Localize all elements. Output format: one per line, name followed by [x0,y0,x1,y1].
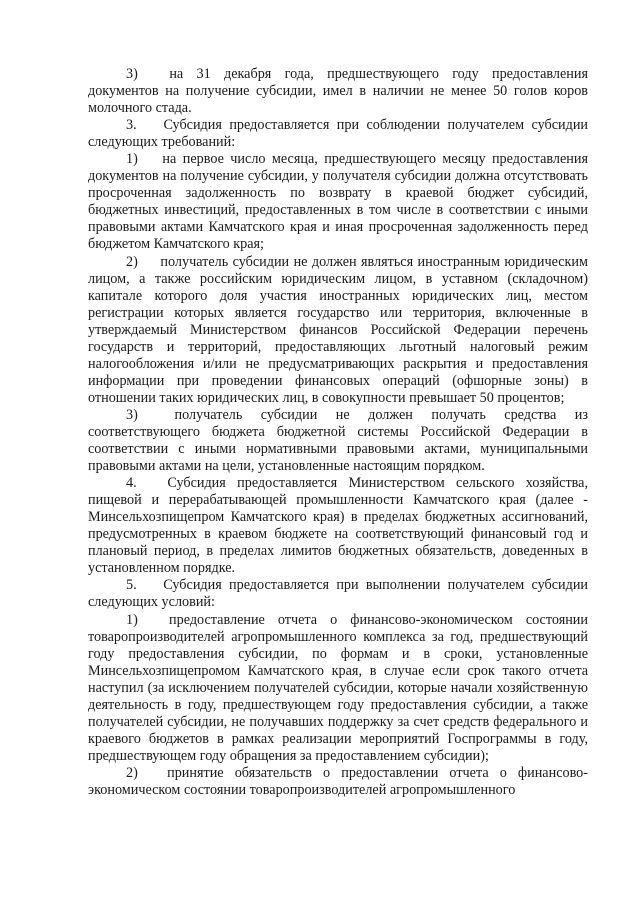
paragraph-5 [88,407,588,475]
paragraph-6 [88,475,588,577]
document-page [88,66,588,799]
paragraph-7 [88,577,588,611]
paragraph-9 [88,765,588,799]
item-number: 5. [126,577,137,594]
paragraph-text: получатель субсидии не должен получать средства из соответствующего бюджета бюджетной системы Российской Федерации в соответствии с иными нормативными правовыми актами, муниципальными правовыми актами на цели, установленные настоящим порядком. [88,406,589,475]
paragraph-text: на 31 декабря года, предшествующего году предоставления документов на получение субсидии, имел в наличии не менее 50 голов коров молочного стада. [88,66,589,117]
paragraph-1 [88,66,588,117]
item-number: 4. [126,475,137,492]
paragraph-text: Субсидия предоставляется при выполнении получателем субсидии следующих условий: [88,577,589,611]
paragraph-text: Субсидия предоставляется Министерством сельского хозяйства, пищевой и перерабатывающей промышленности Камчатского края (далее - Минсельхозпищепром Камчатского края) в пределах бюджетных ассигнований, предусмотренных в краевом бюджете на соответствующий финансовый год и плановый период, в пределах лимитов бюджетных обязательств, доведенных в установленном порядке. [88,475,589,577]
item-number: 3) [126,66,138,82]
paragraph-text: принятие обязательств о предоставлении отчета о финансово-экономическом состоянии товаропроизводителей агропромышленного [88,764,589,798]
paragraph-text: получатель субсидии не должен являться иностранным юридическим лицом, а также российским юридическим лицом, в уставном (складочном) капитале которого доля участия иностранных юридических лиц, местом регистрации которых является государство или территория, включенные в утверждаемый Министерством финансов Российской Федерации перечень государств и территорий, предоставляющих льготный налоговый режим налогообложения и/или не предусматривающих раскрытия и предоставления информации при проведении финансовых операций (офшорные зоны) в отношении таких юридических лиц, в совокупности превышает 50 процентов; [88,253,588,406]
paragraph-3 [88,151,588,253]
paragraph-8 [88,612,588,765]
item-number: 1) [126,151,138,168]
paragraph-4 [88,254,588,407]
paragraph-2 [88,117,588,151]
paragraph-text: предоставление отчета о финансово-экономическом состоянии товаропроизводителей агропромышленного комплекса за год, предшествующий году предоставления субсидии, по формам и в сроки, установленные Минсельхозпищепромом Камчатского края, в случае если срок такого отчета наступил (за исключением получателей субсидии, которые начали хозяйственную деятельность в году, предшествующем году предоставления субсидии, а также получателей субсидии, не получавших поддержку за счет средств федерального и краевого бюджетов в рамках реализации мероприятий Госпрограммы в году, предшествующем году обращения за предоставлением субсидии); [88,611,588,764]
item-number: 2) [126,764,138,781]
paragraph-text: на первое число месяца, предшествующего месяцу предоставления документов на получение субсидии, у получателя субсидии должна отсутствовать просроченная задолженность по возврату в краевой бюджет субсидий, бюджетных инвестиций, предоставленных в том числе в соответствии с иными правовыми актами Камчатского края и иная просроченная задолженность перед бюджетом Камчатского края; [88,151,588,253]
item-number: 3. [126,117,137,134]
paragraph-text: Субсидия предоставляется при соблюдении получателем субсидии следующих требований: [88,117,589,151]
item-number: 3) [126,406,138,423]
item-number: 2) [126,253,138,270]
item-number: 1) [126,611,138,628]
